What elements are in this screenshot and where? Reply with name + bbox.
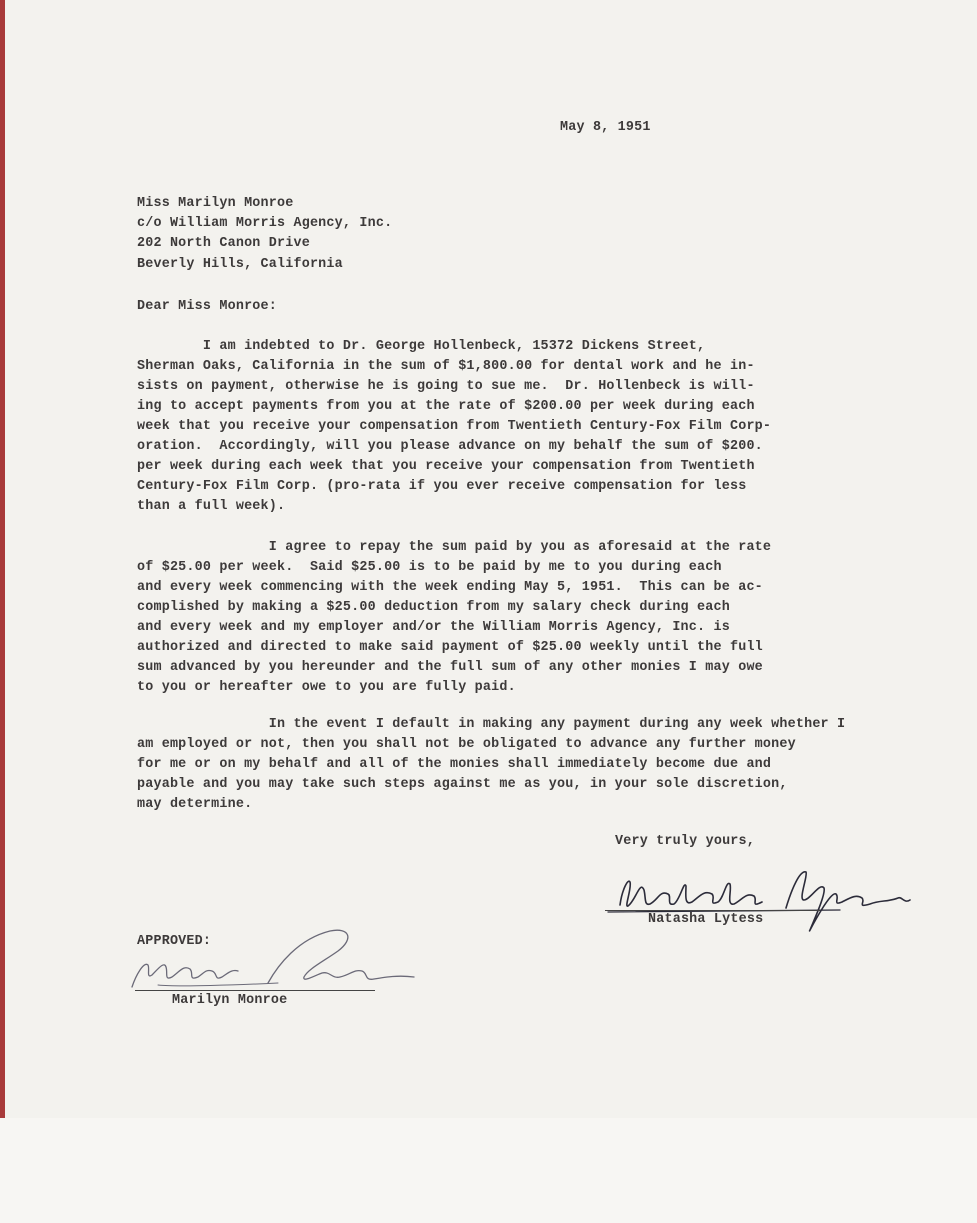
- paragraph-line: Sherman Oaks, California in the sum of $1,800.00 for dental work and he in-: [137, 359, 755, 374]
- address-line: Beverly Hills, California: [137, 257, 343, 272]
- body-paragraph-1: [137, 337, 897, 517]
- paragraph-line: week that you receive your compensation from Twentieth Century-Fox Film Corp-: [137, 419, 772, 434]
- address-line: c/o William Morris Agency, Inc.: [137, 216, 393, 231]
- paragraph-line: oration. Accordingly, will you please advance on my behalf the sum of $200.: [137, 439, 763, 454]
- address-line: Miss Marilyn Monroe: [137, 196, 294, 211]
- letter-date: May 8, 1951: [560, 120, 651, 135]
- paragraph-line: I agree to repay the sum paid by you as aforesaid at the rate: [137, 540, 772, 555]
- paragraph-line: to you or hereafter owe to you are fully paid.: [137, 680, 516, 695]
- paragraph-line: payable and you may take such steps against me as you, in your sole discretion,: [137, 777, 788, 792]
- signature-marilyn-monroe: [118, 925, 438, 1000]
- paragraph-line: sum advanced by you hereunder and the full sum of any other monies I may owe: [137, 660, 763, 675]
- signer-name: Natasha Lytess: [648, 912, 764, 927]
- paragraph-line: authorized and directed to make said payment of $25.00 weekly until the full: [137, 640, 763, 655]
- closing: Very truly yours,: [615, 834, 756, 849]
- body-paragraph-3: [137, 715, 897, 815]
- page-edge: [0, 0, 5, 1223]
- paragraph-line: and every week and my employer and/or the William Morris Agency, Inc. is: [137, 620, 730, 635]
- paragraph-line: complished by making a $25.00 deduction from my salary check during each: [137, 600, 730, 615]
- body-paragraph-2: [137, 538, 897, 698]
- bottom-margin: [0, 1118, 977, 1223]
- paragraph-line: may determine.: [137, 797, 253, 812]
- approved-label: APPROVED:: [137, 934, 212, 949]
- paragraph-line: than a full week).: [137, 499, 286, 514]
- paragraph-line: per week during each week that you receive your compensation from Twentieth: [137, 459, 755, 474]
- paragraph-line: for me or on my behalf and all of the monies shall immediately become due and: [137, 757, 772, 772]
- paragraph-line: and every week commencing with the week ending May 5, 1951. This can be ac-: [137, 580, 763, 595]
- address-line: 202 North Canon Drive: [137, 236, 310, 251]
- paragraph-line: am employed or not, then you shall not be obligated to advance any further money: [137, 737, 796, 752]
- paragraph-line: I am indebted to Dr. George Hollenbeck, 15372 Dickens Street,: [137, 339, 706, 354]
- paragraph-line: sists on payment, otherwise he is going to sue me. Dr. Hollenbeck is will-: [137, 379, 755, 394]
- salutation: Dear Miss Monroe:: [137, 299, 278, 314]
- paragraph-line: of $25.00 per week. Said $25.00 is to be paid by me to you during each: [137, 560, 722, 575]
- approver-name: Marilyn Monroe: [172, 993, 288, 1008]
- paragraph-line: In the event I default in making any payment during any week whether I: [137, 717, 846, 732]
- paragraph-line: Century-Fox Film Corp. (pro-rata if you ever receive compensation for less: [137, 479, 747, 494]
- paragraph-line: ing to accept payments from you at the rate of $200.00 per week during each: [137, 399, 755, 414]
